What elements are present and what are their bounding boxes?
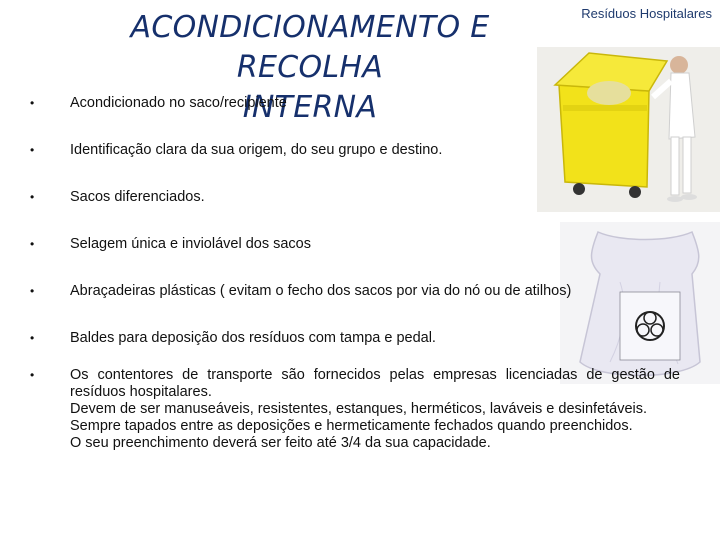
list-item-text: Sempre tapados entre as deposições e hermeticamente fechados quando preenchidos. [70, 418, 633, 434]
bullet-dot: • [30, 143, 35, 157]
bullet-dot: • [30, 368, 35, 382]
bullet-dot: • [30, 190, 35, 204]
list-item-text: Abraçadeiras plásticas ( evitam o fecho dos sacos por via do nó ou de atilhos) [70, 283, 572, 299]
list-item-text: Devem de ser manuseáveis, resistentes, estanques, herméticos, laváveis e desinfetáveis. [70, 401, 648, 417]
page-title-line1: ACONDICIONAMENTO E RECOLHA [130, 10, 490, 85]
list-item [30, 95, 680, 142]
list-item [30, 367, 680, 452]
list-item-text: Baldes para deposição dos resíduos com tampa e pedal. [70, 330, 436, 346]
bullet-list [30, 95, 680, 452]
list-item-text: Sacos diferenciados. [70, 189, 205, 205]
list-item [30, 236, 680, 283]
section-tag: Resíduos Hospitalares [581, 6, 712, 21]
list-item [30, 283, 680, 330]
bullet-dot: • [30, 284, 35, 298]
bullet-dot: • [30, 331, 35, 345]
list-item [30, 189, 680, 236]
list-item [30, 142, 680, 189]
bullet-dot: • [30, 96, 35, 110]
list-item [30, 330, 680, 367]
list-item-text: Os contentores de transporte são fornecidos pelas empresas licenciadas de gestão de resíduos hospitalares. [70, 367, 680, 400]
page-title-line2: INTERNA [242, 90, 378, 125]
list-item-text: O seu preenchimento deverá ser feito até 3/4 da sua capacidade. [70, 435, 491, 451]
bullet-dot: • [30, 237, 35, 251]
list-item-text: Selagem única e inviolável dos sacos [70, 236, 311, 252]
list-item-text: Identificação clara da sua origem, do seu grupo e destino. [70, 142, 443, 158]
list-item-text: Acondicionado no saco/recipiente [70, 95, 287, 111]
